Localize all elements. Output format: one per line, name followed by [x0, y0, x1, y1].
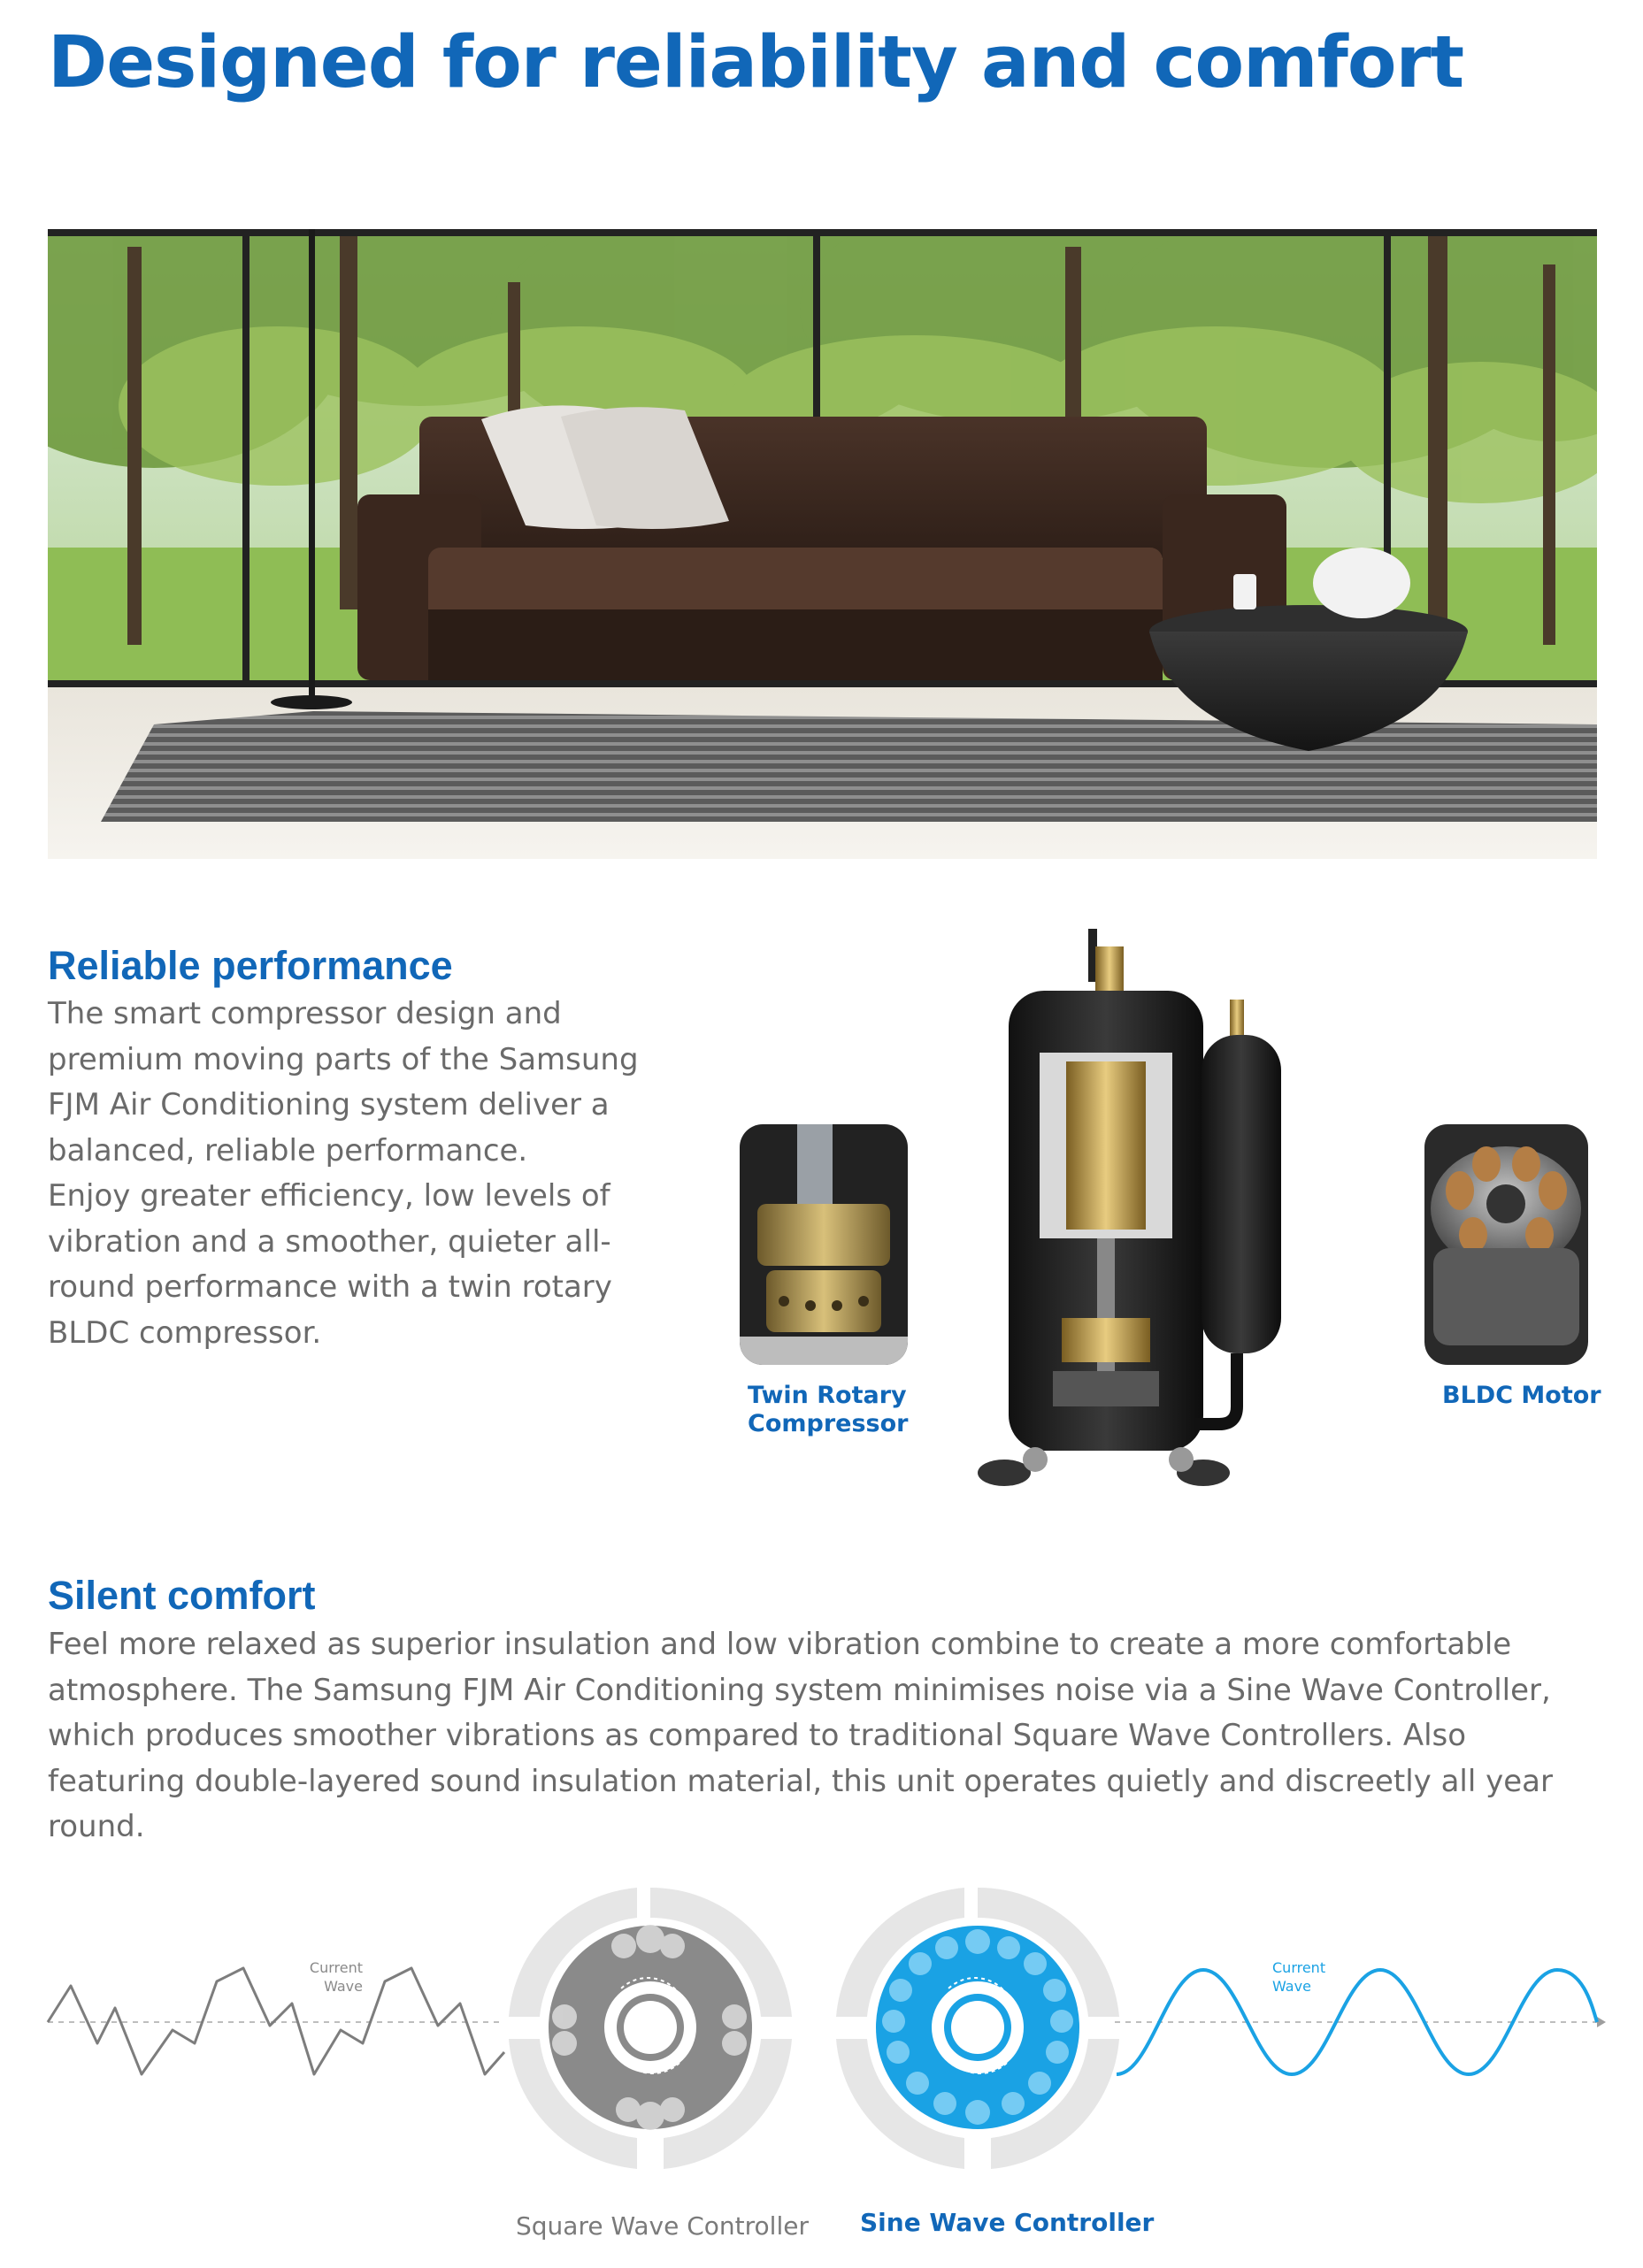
sine-current-wave-label [1272, 1958, 1370, 1996]
sine-wave-label-line-2: Wave [1272, 1978, 1311, 1995]
square-current-wave-label [265, 1958, 363, 1996]
silent-heading: Silent comfort [48, 1573, 316, 1618]
square-wave-label-line-2: Wave [324, 1978, 363, 1995]
reliable-paragraph-1: The smart compressor design and premium moving parts of the Samsung FJM Air Conditioning system deliver a balanced, reliable performance. [48, 996, 639, 1168]
wave-controller-diagram [0, 1875, 1643, 2264]
sine-controller-rotor [836, 1888, 1119, 2169]
sine-wave-label-line-1: Current [1272, 1959, 1326, 1976]
twin-rotary-caption: Twin Rotary Compressor [748, 1382, 909, 1437]
page-title: Designed for reliability and comfort [48, 21, 1464, 104]
sine-wave-controller-label: Sine Wave Controller [860, 2208, 1155, 2237]
bldc-motor-caption: BLDC Motor [1442, 1382, 1601, 1409]
silent-paragraph: Feel more relaxed as superior insulation and low vibration combine to create a more comfortable atmosphere. The Samsung FJM Air Conditioning system minimises noise via a Sine Wave Controller, which produces smoother vibrations as compared to traditional Square Wave Controllers. Also featuring double-layered sound insulation material, this unit operates quietly and discreetly all year round. [48, 1627, 1553, 1844]
square-wave-controller-label: Square Wave Controller [516, 2211, 809, 2241]
hero-photo [48, 229, 1597, 859]
reliable-heading: Reliable performance [48, 943, 453, 988]
reliable-body [48, 992, 698, 1356]
twin-rotary-compressor-photo [740, 1124, 908, 1365]
bldc-motor-photo [1424, 1124, 1588, 1365]
compressor-illustration [956, 929, 1380, 1508]
square-controller-rotor [509, 1888, 792, 2169]
reliable-paragraph-2: Enjoy greater efficiency, low levels of vibration and a smoother, quieter all-round performance with a twin rotary BLDC compressor. [48, 1178, 612, 1351]
square-wave-label-line-1: Current [309, 1959, 363, 1976]
